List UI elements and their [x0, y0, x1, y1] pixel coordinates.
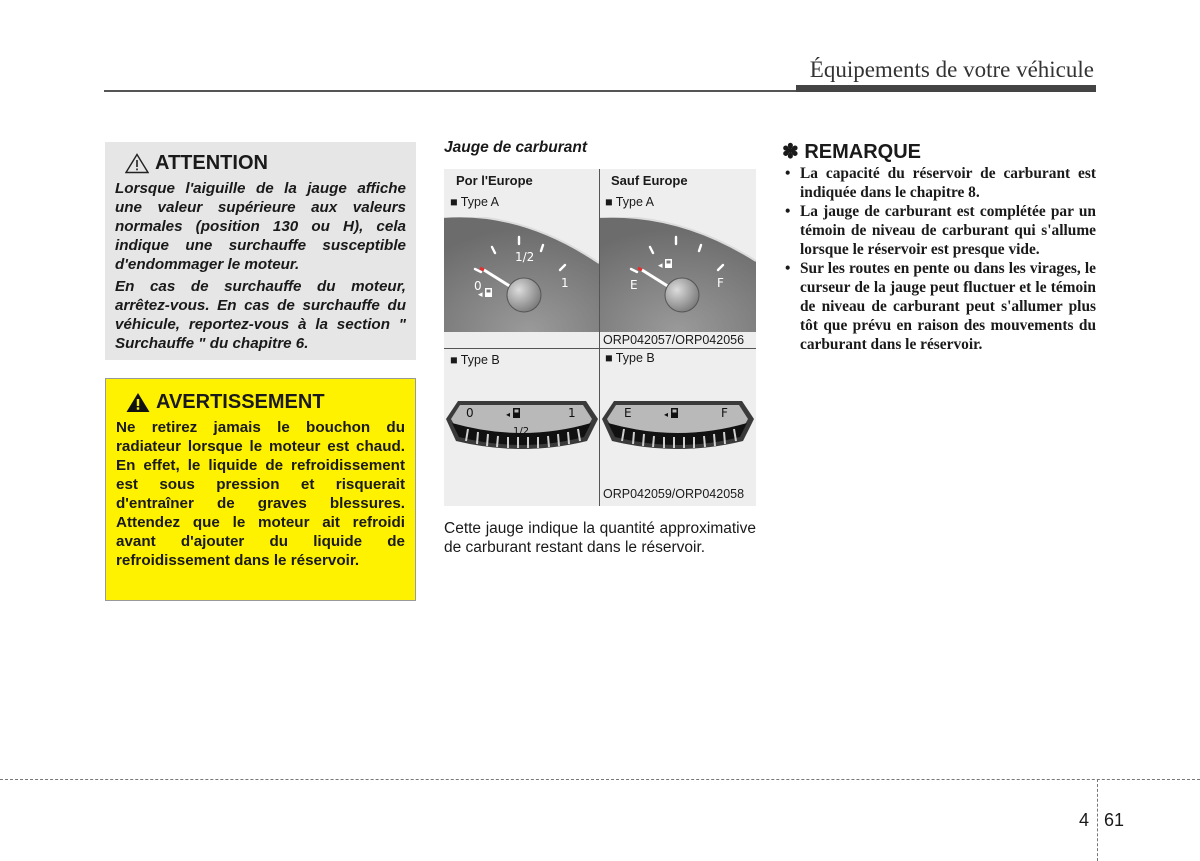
- warning-box: [105, 378, 416, 601]
- figure-code-bottom: ORP042059/ORP042058: [603, 487, 745, 501]
- fuel-gauge-description: Cette jauge indique la quantité approximative de carburant restant dans le réservoir.: [444, 520, 756, 556]
- fuel-pump-icon: [664, 408, 678, 419]
- warning-heading: [116, 391, 405, 414]
- fuel-gauge-figure: [444, 169, 756, 506]
- fuel-gauge-title: Jauge de carburant: [444, 139, 587, 156]
- gauge-label-empty: 0: [466, 406, 474, 420]
- remark-title: ✽ REMARQUE: [782, 141, 921, 163]
- type-a-label-left: ■ Type A: [450, 195, 500, 209]
- warning-text: Ne retirez jamais le bouchon du radiateur lorsque le moteur est chaud. En effet, le liquide de refroidissement est sous pression et risquerait d'entraîner de graves blessures. Attendez que le moteur ait refroidi avant d'ajouter du liquide de refroidissement dans le réservoir.: [116, 419, 405, 569]
- gauge-label-empty: E: [630, 278, 638, 292]
- gauge-label-full: 1: [568, 406, 576, 420]
- gauge-type-a-europe: [444, 217, 599, 332]
- attention-paragraph-1: Lorsque l'aiguille de la jauge affiche une valeur supérieure aux valeurs normales (position 130 ou H), cela indique une surchauffe susceptible d'endommager le moteur.: [115, 180, 406, 273]
- remark-list: [784, 164, 1096, 354]
- gauge-label-empty: 0: [474, 279, 482, 293]
- gauge-label-full: F: [721, 406, 728, 420]
- type-b-label-left: ■ Type B: [450, 353, 500, 367]
- bar-gauge-image: [444, 397, 599, 457]
- column-header-non-europe: Sauf Europe: [611, 173, 688, 188]
- gauge-type-b-non-europe: [600, 397, 756, 457]
- attention-title: ATTENTION: [155, 152, 268, 174]
- remark-item: • Sur les routes en pente ou dans les virages, le curseur de la jauge peut fluctuer et le témoin de niveau de carburant peut s'allumer plus tôt que prévu en raison des mouvements du carburant dans le réservoir.: [784, 259, 1096, 354]
- footer-separator: [1097, 779, 1098, 861]
- gauge-type-a-non-europe: [600, 217, 756, 332]
- svg-text:◂: ◂: [478, 290, 483, 300]
- gauge-label-half: 1/2: [513, 426, 530, 437]
- type-b-label-right: ■ Type B: [605, 351, 655, 365]
- page-number: 61: [1104, 810, 1125, 830]
- header-rule-accent: [796, 85, 1096, 92]
- figure-code-top: ORP042057/ORP042056: [603, 333, 745, 347]
- attention-paragraph-2: En cas de surchauffe du moteur, arrêtez-vous. En cas de surchauffe du véhicule, reportez-vous à la section " Surchauffe " du chapitre 6.: [115, 278, 406, 352]
- fuel-pump-icon: [506, 408, 520, 419]
- gauge-type-b-europe: [444, 397, 599, 457]
- bar-gauge-image: [600, 397, 756, 457]
- gauge-label-half: 1/2: [515, 250, 535, 264]
- column-header-europe: Por l'Europe: [456, 173, 533, 188]
- needle-gauge-image: [444, 217, 599, 332]
- chapter-number: 4: [1079, 810, 1090, 830]
- header-title: Équipements de votre véhicule: [809, 57, 1094, 82]
- gauge-label-empty: E: [624, 406, 632, 420]
- remark-item: • La jauge de carburant est complétée par un témoin de niveau de carburant qui s'allume lorsque le réservoir est presque vide.: [784, 202, 1096, 259]
- figure-divider-vertical: [599, 169, 600, 506]
- attention-heading: [115, 152, 406, 175]
- svg-text:◂: ◂: [658, 261, 663, 271]
- gauge-label-full: F: [717, 276, 724, 290]
- warning-triangle-outline-icon: [125, 153, 149, 174]
- svg-text:◂: ◂: [664, 410, 669, 419]
- type-a-label-right: ■ Type A: [605, 195, 655, 209]
- warning-triangle-filled-icon: [126, 392, 150, 413]
- gauge-label-full: 1: [561, 276, 569, 290]
- remark-item: • La capacité du réservoir de carburant est indiquée dans le chapitre 8.: [784, 164, 1096, 202]
- needle-gauge-image: [600, 217, 756, 332]
- attention-box: [105, 142, 416, 360]
- figure-divider-horizontal: [444, 348, 756, 349]
- svg-text:◂: ◂: [506, 410, 511, 419]
- footer-rule: [0, 779, 1200, 780]
- warning-title: AVERTISSEMENT: [156, 391, 325, 413]
